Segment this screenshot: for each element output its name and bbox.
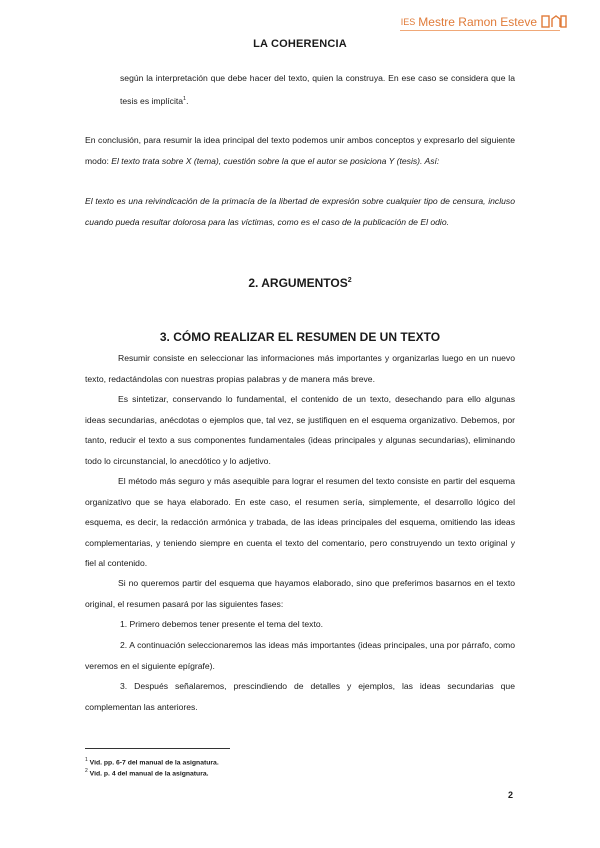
intro-paragraph-3: El texto es una reivindicación de la primacía de la libertad de expresión sobre cualquier tipo de censura, incluso cuando pueda resultar dolorosa para las víctimas, como es el caso de la publicación de El odio.: [85, 196, 515, 227]
logo-prefix: IES: [400, 16, 416, 27]
footnote-ref-2: 2: [347, 277, 352, 284]
summary-paragraph-1: Resumir consiste en seleccionar las informaciones más importantes y organizarlas luego en un nuevo texto, redactándolas con nuestras propias palabras y de manera más breve.: [85, 353, 515, 384]
summary-paragraph-4: Si no queremos partir del esquema que hayamos elaborado, sino que preferimos basarnos en el texto original, el resumen pasará por las siguientes fases:: [85, 578, 515, 609]
footnote-separator: [85, 748, 230, 749]
school-logo: [401, 14, 567, 29]
footnote-1: $^1$ Vid. pp. 6-7 del manual de la asignatura.: [85, 757, 219, 767]
intro-paragraph-2: En conclusión, para resumir la idea principal del texto podemos unir ambos conceptos y expresarlo del siguiente modo: El texto trata sobre X (tema), cuestión sobre la que el autor se posiciona Y (tesis). Así:: [85, 135, 515, 166]
running-title: LA COHERENCIA: [253, 38, 347, 50]
summary-paragraph-3: El método más seguro y más asequible para lograr el resumen del texto consiste en partir del esquema organizativo que se haya elaborado. En este caso, el resumen sería, simplemente, el desarrollo lógico del esquema, es decir, la redacción armónica y trabada, de las ideas principales del esquema, omitiendo las ideas complementarias, y teniendo siempre en cuenta el texto del comentario, pero construyendo un texto original y fiel al contenido.: [85, 476, 515, 568]
intro-paragraph-1: según la interpretación que debe hacer del texto, quien la construya. En ese caso se considera que la tesis es implícita$^1$.: [120, 73, 515, 106]
step-1: 1. Primero debemos tener presente el tema del texto.: [120, 619, 324, 629]
logo-mark-icon: [541, 14, 567, 29]
section-2-heading: 2. ARGUMENTOS$^2$: [248, 276, 352, 290]
summary-paragraph-2: Es sintetizar, conservando lo fundamental, el contenido de un texto, desechando para ello algunas ideas secundarias, anécdotas o ejemplos que, tal vez, se justifiquen en el esquema organizativo. Debemos, por tanto, reducir el texto a sus componentes fundamentales (ideas principales y algunas secundarias), eliminando todo lo circunstancial, lo anecdótico y lo adjetivo.: [85, 394, 515, 466]
page-number: 2: [507, 790, 513, 800]
step-2: 2. A continuación seleccionaremos las ideas más importantes (ideas principales, una por párrafo, como veremos en el siguiente epígrafe).: [85, 640, 515, 671]
step-3: 3. Después señalaremos, prescindiendo de detalles y ejemplos, las ideas secundarias que complementan las anteriores.: [85, 681, 515, 712]
logo-text: Mestre Ramon Esteve: [418, 14, 537, 29]
footnote-ref-1: 1: [183, 95, 187, 102]
logo-underline: [400, 30, 560, 31]
section-3-heading: 3. CÓMO REALIZAR EL RESUMEN DE UN TEXTO: [159, 330, 441, 344]
footnote-2: $^2$ Vid. p. 4 del manual de la asignatura.: [85, 768, 209, 778]
